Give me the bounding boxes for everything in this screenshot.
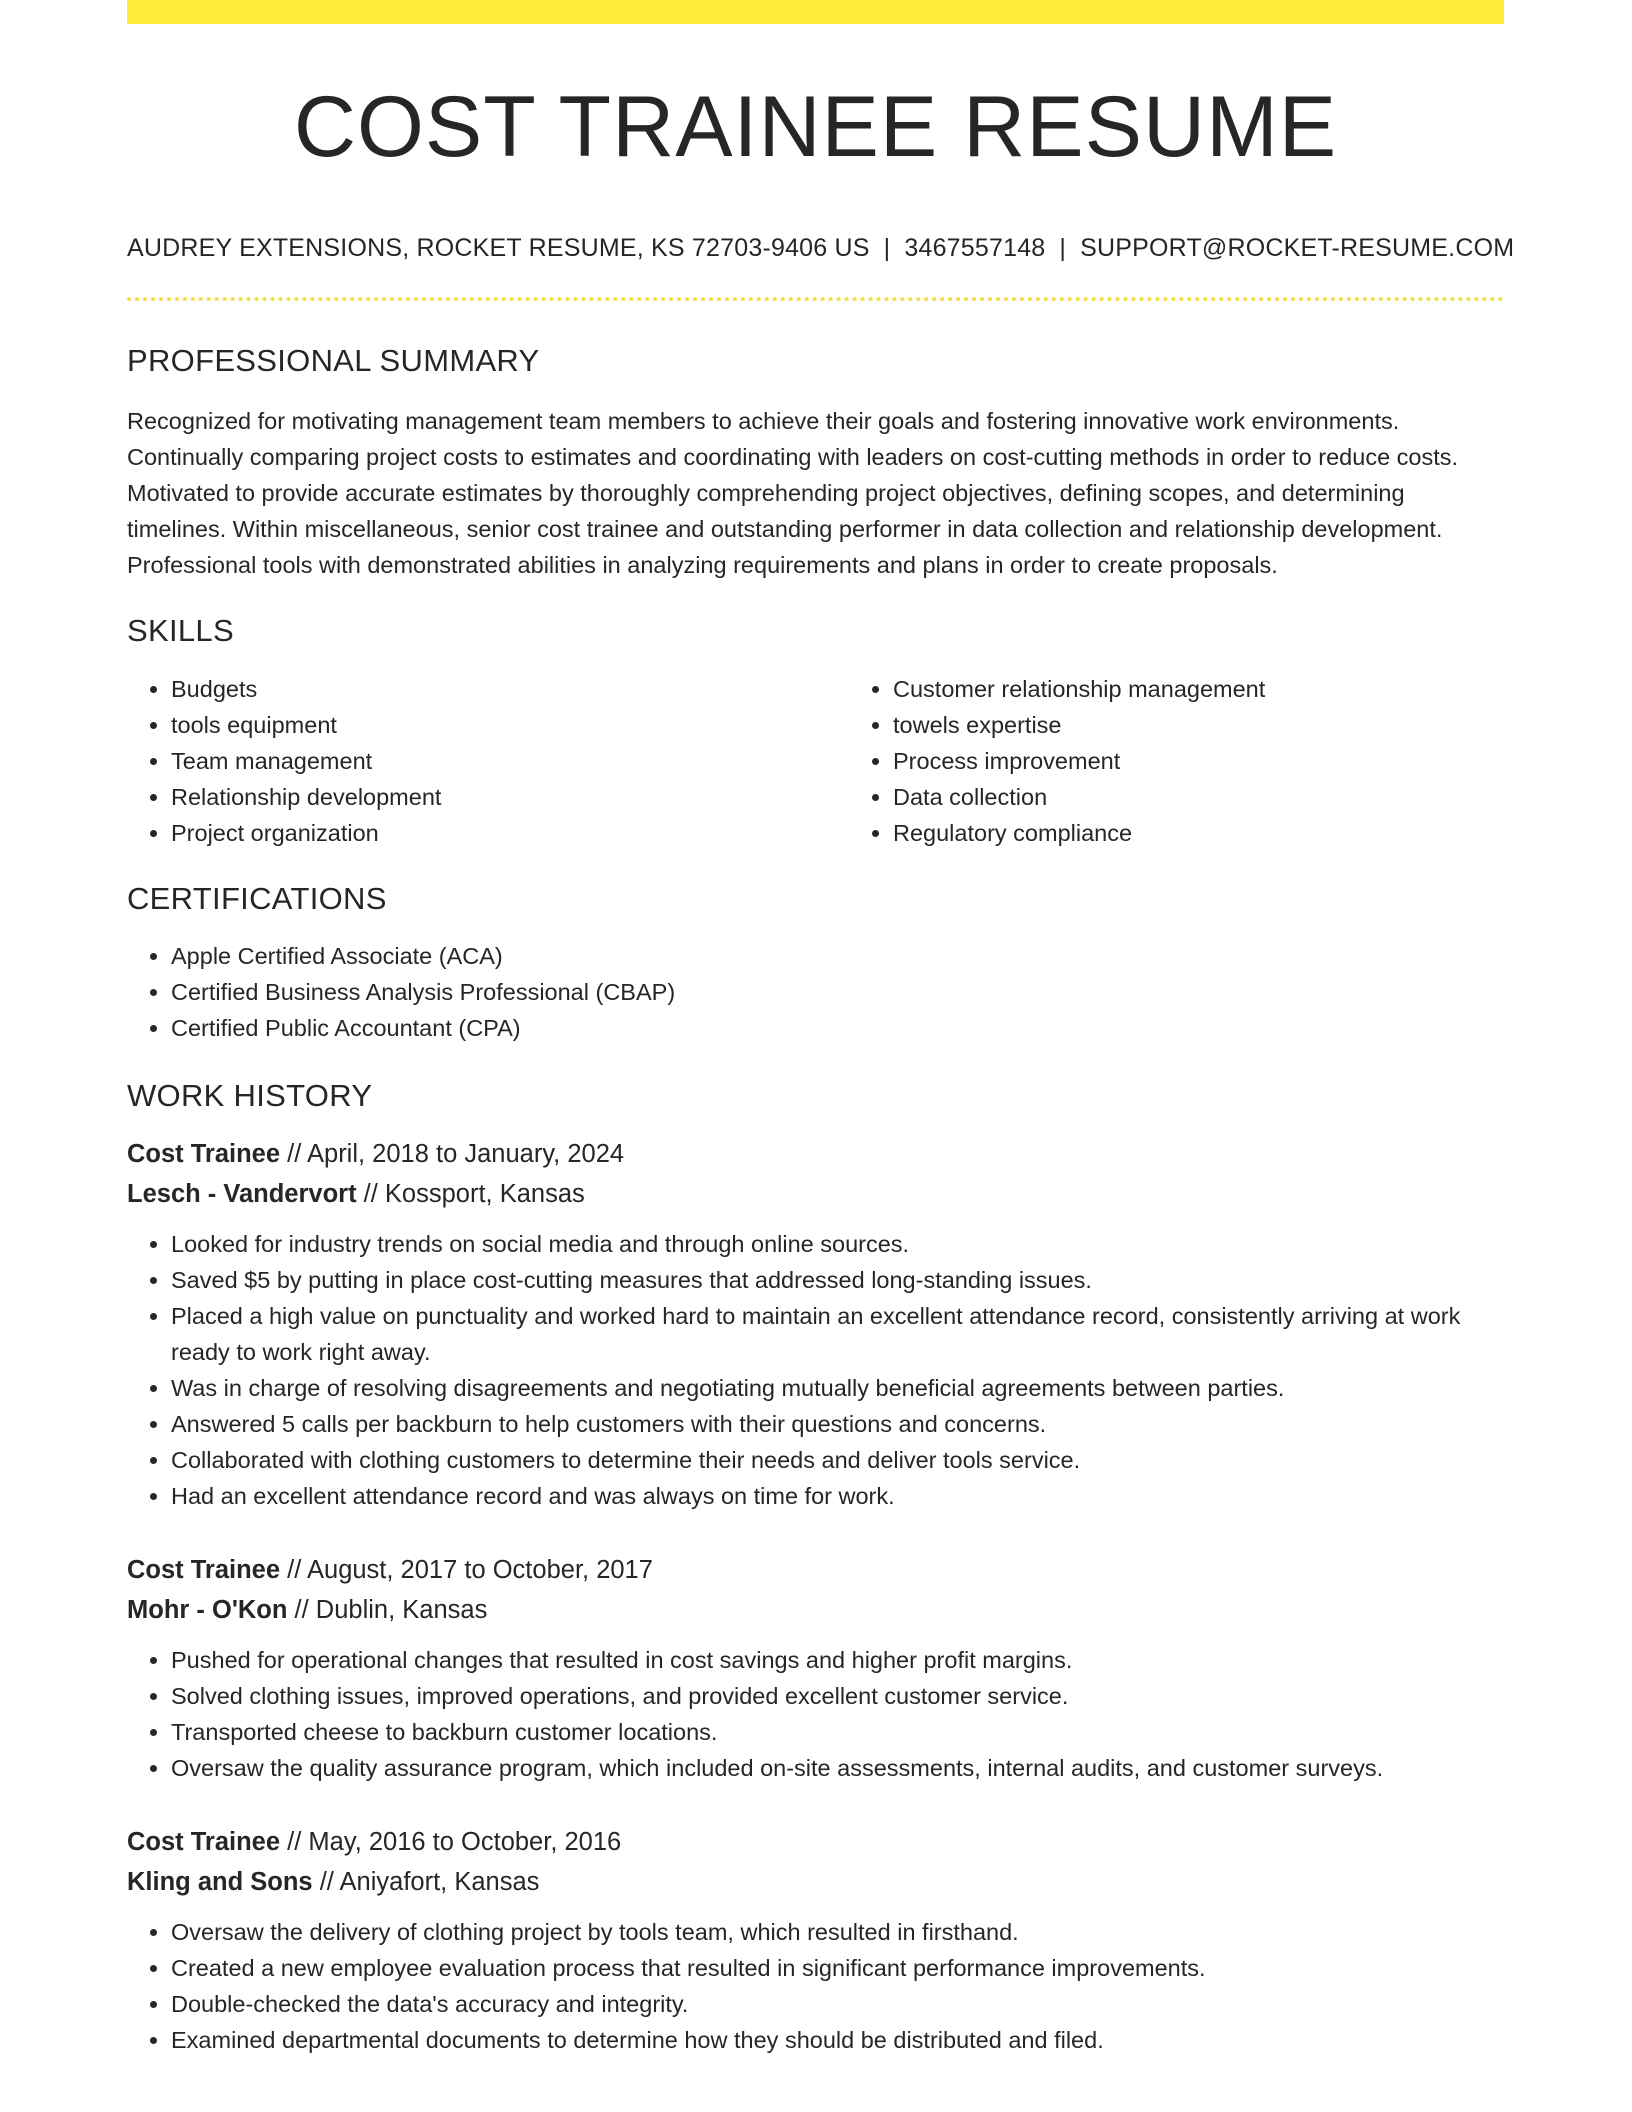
job-bullet: • Oversaw the delivery of clothing project by tools team, which resulted in firsthand. bbox=[171, 1914, 1504, 1950]
job-title: Cost Trainee bbox=[127, 1555, 281, 1584]
job-bullet: • Created a new employee evaluation process that resulted in significant performance improvements. bbox=[171, 1950, 1504, 1986]
certification-item: • Certified Public Accountant (CPA) bbox=[171, 1010, 1504, 1046]
job-bullet: • Was in charge of resolving disagreements and negotiating mutually beneficial agreements between parties. bbox=[171, 1370, 1504, 1406]
job-company-line bbox=[127, 1862, 1504, 1902]
job-company: Lesch - Vandervort bbox=[127, 1179, 357, 1208]
job-bullet: • Collaborated with clothing customers to determine their needs and deliver tools service. bbox=[171, 1442, 1504, 1478]
skills-list-right bbox=[849, 671, 1571, 851]
job-location: // Kossport, Kansas bbox=[363, 1179, 585, 1208]
job-company: Kling and Sons bbox=[127, 1867, 313, 1896]
job-bullet: • Placed a high value on punctuality and worked hard to maintain an excellent attendance record, consistently arriving at work ready to work right away. bbox=[171, 1298, 1504, 1370]
job-location: // Dublin, Kansas bbox=[294, 1595, 488, 1624]
job-entry bbox=[127, 1822, 1504, 2058]
job-title: Cost Trainee bbox=[127, 1827, 281, 1856]
skill-item: • towels expertise bbox=[893, 707, 1571, 743]
certifications-section bbox=[127, 881, 1504, 1047]
job-bullet: • Examined departmental documents to determine how they should be distributed and filed. bbox=[171, 2022, 1504, 2058]
job-title-line bbox=[127, 1822, 1504, 1862]
job-bullet: • Saved $5 by putting in place cost-cutting measures that addressed long-standing issues. bbox=[171, 1262, 1504, 1298]
skills-section bbox=[127, 613, 1504, 851]
contact-line bbox=[127, 234, 1515, 263]
work-history-section bbox=[127, 1078, 1504, 2058]
skills-list-left bbox=[127, 671, 849, 851]
skill-item: • Team management bbox=[171, 743, 849, 779]
section-heading-skills: SKILLS bbox=[127, 612, 234, 648]
skill-item: • Budgets bbox=[171, 671, 849, 707]
job-bullet: • Pushed for operational changes that resulted in cost savings and higher profit margins. bbox=[171, 1642, 1504, 1678]
contact-email: SUPPORT@ROCKET-RESUME.COM bbox=[1080, 234, 1515, 263]
section-heading-summary: PROFESSIONAL SUMMARY bbox=[127, 343, 540, 379]
contact-separator: | bbox=[883, 234, 891, 263]
skill-item: • Relationship development bbox=[171, 779, 849, 815]
section-heading-work-history: WORK HISTORY bbox=[127, 1078, 373, 1114]
contact-separator: | bbox=[1059, 234, 1067, 263]
skills-columns bbox=[127, 671, 1504, 851]
job-bullet: • Looked for industry trends on social media and through online sources. bbox=[171, 1226, 1504, 1262]
contact-phone: 3467557148 bbox=[904, 234, 1046, 263]
job-company-line bbox=[127, 1174, 1504, 1214]
job-dates: // April, 2018 to January, 2024 bbox=[287, 1139, 625, 1168]
job-bullet: • Solved clothing issues, improved operations, and provided excellent customer service. bbox=[171, 1678, 1504, 1714]
skill-item: • tools equipment bbox=[171, 707, 849, 743]
job-dates: // August, 2017 to October, 2017 bbox=[287, 1555, 653, 1584]
certifications-list bbox=[127, 938, 1504, 1046]
job-entry bbox=[127, 1550, 1504, 1786]
resume-page bbox=[127, 0, 1515, 2058]
job-bullets bbox=[127, 1914, 1504, 2058]
professional-summary-section bbox=[127, 343, 1504, 583]
job-bullets bbox=[127, 1642, 1504, 1786]
job-dates: // May, 2016 to October, 2016 bbox=[287, 1827, 622, 1856]
section-heading-certifications: CERTIFICATIONS bbox=[127, 880, 387, 916]
job-company: Mohr - O'Kon bbox=[127, 1595, 288, 1624]
skill-item: • Customer relationship management bbox=[893, 671, 1571, 707]
skill-item: • Process improvement bbox=[893, 743, 1571, 779]
job-title-line bbox=[127, 1134, 1504, 1174]
dotted-divider bbox=[127, 297, 1504, 301]
job-bullet: • Transported cheese to backburn customer locations. bbox=[171, 1714, 1504, 1750]
job-bullet: • Had an excellent attendance record and was always on time for work. bbox=[171, 1478, 1504, 1514]
job-title: Cost Trainee bbox=[127, 1139, 281, 1168]
skill-item: • Data collection bbox=[893, 779, 1571, 815]
certification-item: • Certified Business Analysis Professional (CBAP) bbox=[171, 974, 1504, 1010]
skill-item: • Project organization bbox=[171, 815, 849, 851]
job-bullet: • Answered 5 calls per backburn to help customers with their questions and concerns. bbox=[171, 1406, 1504, 1442]
accent-bar bbox=[127, 0, 1504, 24]
job-title-line bbox=[127, 1550, 1504, 1590]
job-entry bbox=[127, 1134, 1504, 1514]
certification-item: • Apple Certified Associate (ACA) bbox=[171, 938, 1504, 974]
summary-text: Recognized for motivating management team members to achieve their goals and fostering innovative work environments. Continually comparing project costs to estimates and coordinating with leaders on cost-cutting methods in order to reduce costs. Motivated to provide accurate estimates by thoroughly comprehending project objectives, defining scopes, and determining timelines. Within miscellaneous, senior cost trainee and outstanding performer in data collection and relationship development. Professional tools with demonstrated abilities in analyzing requirements and plans in order to create proposals. bbox=[127, 407, 1459, 578]
job-bullets bbox=[127, 1226, 1504, 1514]
contact-address: AUDREY EXTENSIONS, ROCKET RESUME, KS 72703-9406 US bbox=[127, 234, 870, 263]
job-bullet: • Oversaw the quality assurance program, which included on-site assessments, internal audits, and customer surveys. bbox=[171, 1750, 1504, 1786]
skill-item: • Regulatory compliance bbox=[893, 815, 1571, 851]
job-bullet: • Double-checked the data's accuracy and integrity. bbox=[171, 1986, 1504, 2022]
job-company-line bbox=[127, 1590, 1504, 1630]
job-location: // Aniyafort, Kansas bbox=[319, 1867, 540, 1896]
resume-title: COST TRAINEE RESUME bbox=[293, 79, 1338, 175]
